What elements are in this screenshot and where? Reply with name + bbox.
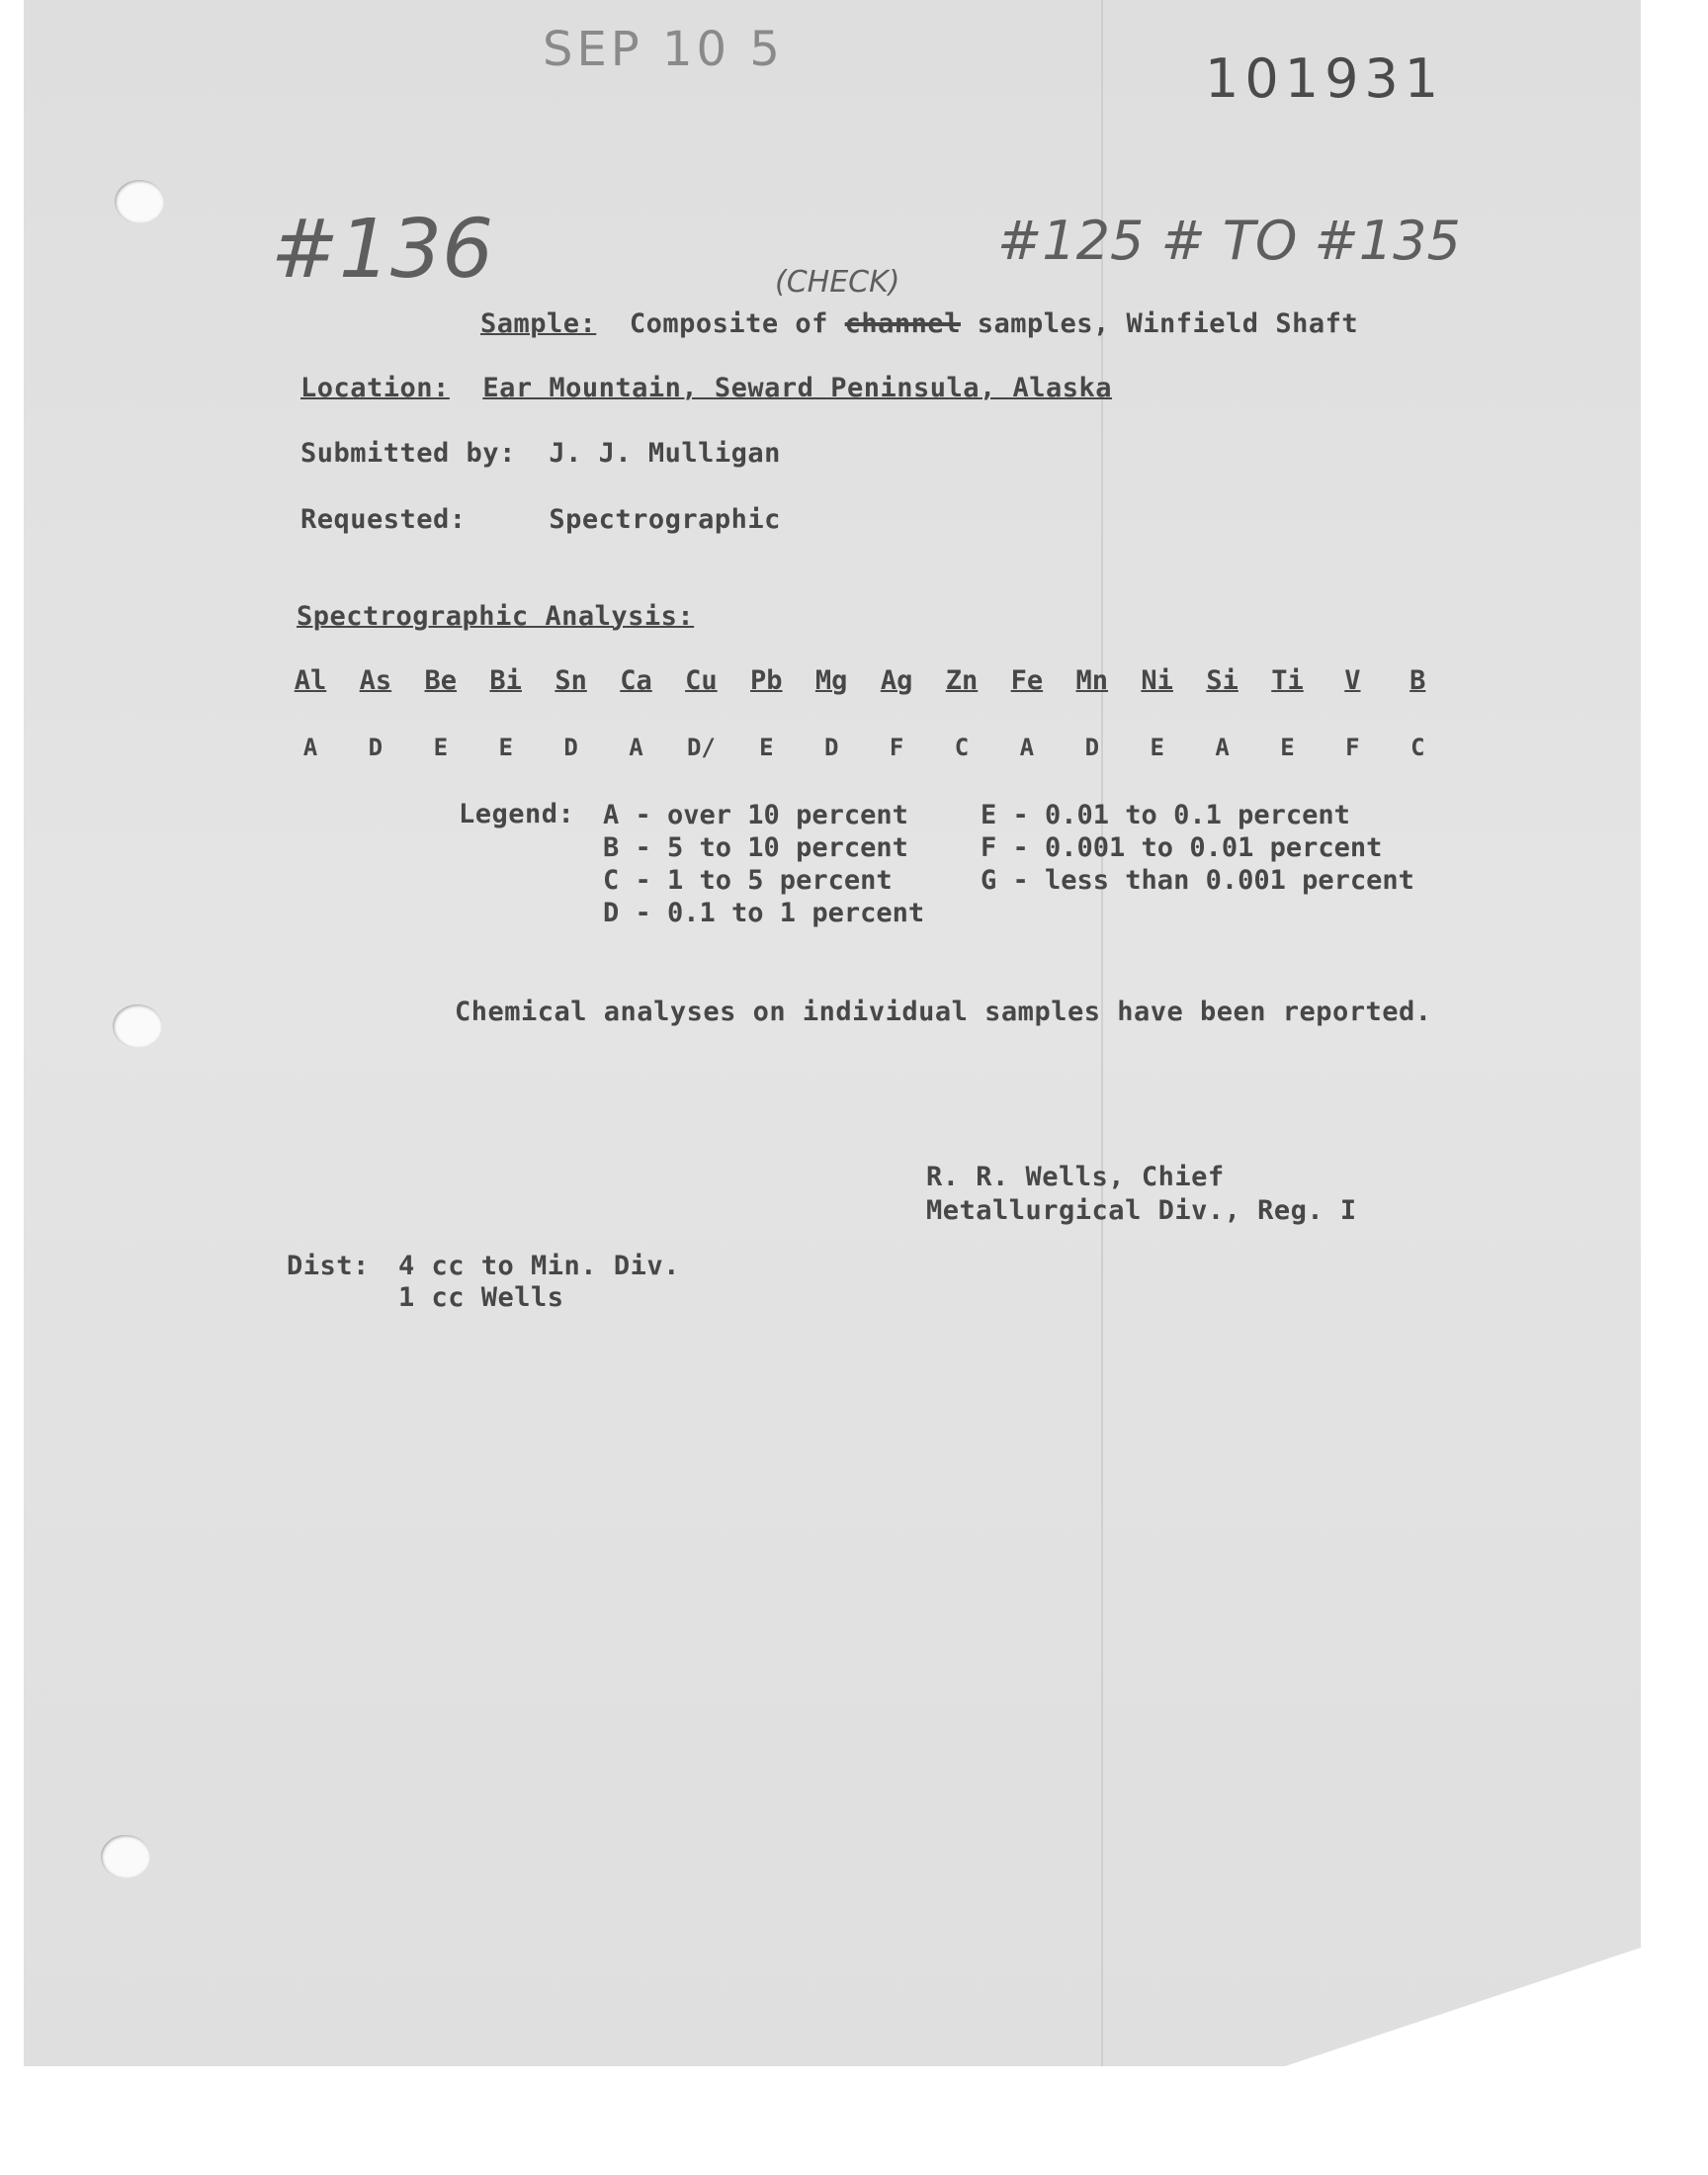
distribution-line: 1 cc Wells bbox=[398, 1282, 564, 1313]
element-grade: E bbox=[433, 734, 449, 761]
signature-name: R. R. Wells, Chief bbox=[926, 1162, 1225, 1192]
element-symbol: Cu bbox=[685, 665, 718, 696]
analysis-title: Spectrographic Analysis: bbox=[297, 601, 695, 632]
chemical-analyses-note: Chemical analyses on individual samples have been reported. bbox=[455, 997, 1432, 1027]
legend-item: E - 0.01 to 0.1 percent bbox=[981, 800, 1350, 830]
legend-label: Legend: bbox=[459, 799, 575, 829]
requested-line bbox=[300, 504, 781, 535]
sample-struck-word: channel bbox=[844, 308, 961, 339]
element-grade: D bbox=[823, 734, 839, 761]
sample-text-after: samples, Winfield Shaft bbox=[977, 308, 1359, 339]
element-grade: A bbox=[1215, 734, 1230, 761]
element-grade: A bbox=[1019, 734, 1035, 761]
element-grade: D bbox=[1084, 734, 1100, 761]
legend-item: G - less than 0.001 percent bbox=[981, 865, 1414, 896]
element-grade: E bbox=[759, 734, 774, 761]
element-grade: E bbox=[498, 734, 513, 761]
distribution-label: Dist: bbox=[287, 1251, 370, 1281]
element-grade: D/ bbox=[686, 734, 716, 761]
location-line bbox=[300, 373, 1112, 403]
element-symbol: Al bbox=[294, 665, 327, 696]
element-symbol: B bbox=[1409, 665, 1426, 696]
element-symbol: Ca bbox=[620, 665, 652, 696]
legend-item: B - 5 to 10 percent bbox=[603, 832, 908, 863]
element-symbol: Bi bbox=[489, 665, 522, 696]
punch-hole-top bbox=[115, 180, 164, 223]
element-symbol: Ti bbox=[1271, 665, 1304, 696]
legend-item: F - 0.001 to 0.01 percent bbox=[981, 832, 1383, 863]
element-symbol: V bbox=[1344, 665, 1361, 696]
submitted-by-label: Submitted by: bbox=[300, 438, 516, 469]
legend-column-2 bbox=[981, 799, 1414, 897]
signature-block bbox=[926, 1161, 1357, 1228]
element-grade: E bbox=[1280, 734, 1295, 761]
element-symbol: Sn bbox=[555, 665, 587, 696]
element-grade: E bbox=[1150, 734, 1164, 761]
element-symbol: Zn bbox=[945, 665, 979, 696]
location-value: Ear Mountain, Seward Peninsula, Alaska bbox=[482, 373, 1113, 403]
sample-range-note: #125 # TO #135 bbox=[997, 210, 1461, 272]
punch-hole-bottom bbox=[101, 1835, 150, 1878]
submitted-by-line bbox=[300, 438, 781, 469]
element-grade: D bbox=[368, 734, 384, 761]
page-corner-curl bbox=[1285, 1948, 1641, 2066]
element-grade: C bbox=[1410, 734, 1425, 761]
element-symbol: Si bbox=[1206, 665, 1238, 696]
sample-ref-number: #136 bbox=[271, 203, 494, 297]
element-grade: F bbox=[889, 734, 904, 761]
element-symbol: Ni bbox=[1141, 665, 1173, 696]
element-grade: C bbox=[954, 734, 970, 761]
legend-item: C - 1 to 5 percent bbox=[603, 865, 893, 896]
element-symbol: Be bbox=[424, 665, 458, 696]
element-grade: D bbox=[563, 734, 578, 761]
element-symbol: Ag bbox=[880, 665, 913, 696]
element-symbol: Fe bbox=[1010, 665, 1044, 696]
element-symbol: As bbox=[359, 665, 392, 696]
legend-item: A - over 10 percent bbox=[603, 800, 908, 830]
element-symbol: Pb bbox=[750, 665, 783, 696]
sample-label: Sample: bbox=[480, 308, 597, 339]
legend-column-1 bbox=[603, 799, 924, 929]
requested-label: Requested: bbox=[300, 504, 467, 535]
sample-text-before: Composite of bbox=[629, 308, 828, 339]
legend-item: D - 0.1 to 1 percent bbox=[603, 898, 925, 928]
signature-title: Metallurgical Div., Reg. I bbox=[926, 1195, 1357, 1226]
punch-hole-middle bbox=[113, 1004, 162, 1048]
date-stamp: SEP 10 5 bbox=[543, 22, 784, 77]
submitted-by-value: J. J. Mulligan bbox=[549, 438, 781, 469]
distribution-list bbox=[398, 1251, 680, 1314]
document-page bbox=[24, 0, 1641, 2066]
document-number: 101931 bbox=[1205, 47, 1445, 110]
check-note: (CHECK) bbox=[775, 265, 900, 300]
sample-line bbox=[480, 308, 1358, 339]
element-grade: F bbox=[1345, 734, 1360, 761]
requested-value: Spectrographic bbox=[549, 504, 781, 535]
location-label: Location: bbox=[300, 373, 450, 403]
element-symbol: Mn bbox=[1075, 665, 1109, 696]
element-grade: A bbox=[302, 734, 318, 761]
distribution-line: 4 cc to Min. Div. bbox=[398, 1251, 680, 1281]
element-symbol: Mg bbox=[814, 665, 848, 696]
element-grade: A bbox=[629, 734, 643, 761]
